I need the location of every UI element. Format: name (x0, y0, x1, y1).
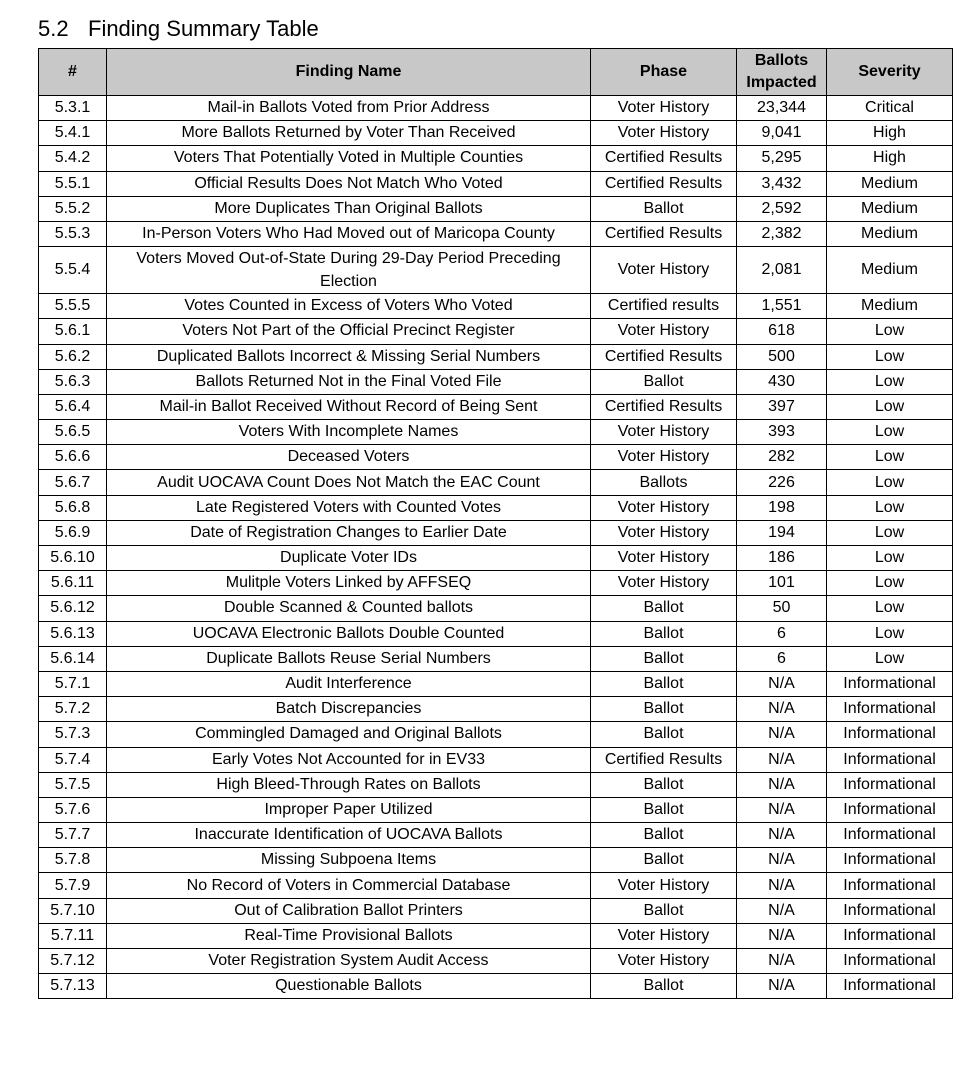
ballots-impacted-cell: 618 (737, 319, 827, 344)
finding-name-cell: Late Registered Voters with Counted Votes (107, 495, 591, 520)
ballots-impacted-cell: N/A (737, 697, 827, 722)
phase-cell: Voter History (591, 121, 737, 146)
finding-summary-table (38, 48, 953, 999)
finding-number-cell: 5.4.1 (39, 121, 107, 146)
finding-number-cell: 5.3.1 (39, 96, 107, 121)
severity-cell: Informational (827, 873, 953, 898)
ballots-impacted-cell: 500 (737, 344, 827, 369)
severity-cell: Informational (827, 671, 953, 696)
severity-cell: Medium (827, 196, 953, 221)
section-number: 5.2 (38, 16, 69, 41)
ballots-impacted-cell: N/A (737, 848, 827, 873)
phase-cell: Voter History (591, 319, 737, 344)
phase-cell: Ballot (591, 823, 737, 848)
finding-name-cell: No Record of Voters in Commercial Database (107, 873, 591, 898)
ballots-impacted-cell: 3,432 (737, 171, 827, 196)
phase-cell: Ballots (591, 470, 737, 495)
phase-cell: Voter History (591, 546, 737, 571)
finding-name-cell: Commingled Damaged and Original Ballots (107, 722, 591, 747)
finding-number-cell: 5.5.5 (39, 294, 107, 319)
finding-name-cell: Voter Registration System Audit Access (107, 949, 591, 974)
ballots-impacted-cell: 50 (737, 596, 827, 621)
severity-cell: Informational (827, 898, 953, 923)
table-row (39, 571, 953, 596)
finding-name-cell: UOCAVA Electronic Ballots Double Counted (107, 621, 591, 646)
table-row (39, 697, 953, 722)
finding-name-cell: Early Votes Not Accounted for in EV33 (107, 747, 591, 772)
finding-name-cell: Ballots Returned Not in the Final Voted File (107, 369, 591, 394)
column-header-phase: Phase (591, 49, 737, 96)
finding-number-cell: 5.4.2 (39, 146, 107, 171)
phase-cell: Voter History (591, 873, 737, 898)
column-header-finding-name: Finding Name (107, 49, 591, 96)
table-row (39, 221, 953, 246)
finding-name-cell: Audit Interference (107, 671, 591, 696)
table-row (39, 621, 953, 646)
finding-number-cell: 5.7.11 (39, 923, 107, 948)
table-row (39, 671, 953, 696)
finding-name-cell: Inaccurate Identification of UOCAVA Ballots (107, 823, 591, 848)
phase-cell: Certified results (591, 294, 737, 319)
finding-number-cell: 5.7.4 (39, 747, 107, 772)
finding-name-cell: Duplicated Ballots Incorrect & Missing Serial Numbers (107, 344, 591, 369)
severity-cell: Low (827, 520, 953, 545)
severity-cell: Low (827, 646, 953, 671)
table-row (39, 319, 953, 344)
finding-number-cell: 5.6.4 (39, 394, 107, 419)
phase-cell: Voter History (591, 96, 737, 121)
severity-cell: Medium (827, 221, 953, 246)
phase-cell: Voter History (591, 520, 737, 545)
finding-number-cell: 5.5.3 (39, 221, 107, 246)
severity-cell: Low (827, 596, 953, 621)
finding-number-cell: 5.7.5 (39, 772, 107, 797)
table-row (39, 520, 953, 545)
table-row (39, 196, 953, 221)
ballots-impacted-cell: N/A (737, 898, 827, 923)
finding-number-cell: 5.7.12 (39, 949, 107, 974)
finding-number-cell: 5.7.9 (39, 873, 107, 898)
ballots-impacted-cell: 2,592 (737, 196, 827, 221)
severity-cell: Informational (827, 722, 953, 747)
table-row (39, 394, 953, 419)
finding-number-cell: 5.7.2 (39, 697, 107, 722)
severity-cell: Informational (827, 747, 953, 772)
severity-cell: Informational (827, 772, 953, 797)
phase-cell: Ballot (591, 646, 737, 671)
ballots-impacted-cell: N/A (737, 873, 827, 898)
ballots-impacted-cell: N/A (737, 949, 827, 974)
finding-name-cell: Mail-in Ballot Received Without Record of Being Sent (107, 394, 591, 419)
table-row (39, 369, 953, 394)
severity-cell: Informational (827, 823, 953, 848)
phase-cell: Certified Results (591, 171, 737, 196)
phase-cell: Voter History (591, 247, 737, 294)
finding-name-cell: Batch Discrepancies (107, 697, 591, 722)
finding-name-cell: More Ballots Returned by Voter Than Received (107, 121, 591, 146)
ballots-impacted-cell: N/A (737, 797, 827, 822)
finding-number-cell: 5.6.2 (39, 344, 107, 369)
table-row (39, 722, 953, 747)
finding-number-cell: 5.5.2 (39, 196, 107, 221)
ballots-impacted-cell: N/A (737, 671, 827, 696)
ballots-impacted-cell: 2,382 (737, 221, 827, 246)
phase-cell: Ballot (591, 848, 737, 873)
severity-cell: Low (827, 546, 953, 571)
phase-cell: Ballot (591, 196, 737, 221)
table-row (39, 546, 953, 571)
phase-cell: Ballot (591, 974, 737, 999)
ballots-impacted-cell: N/A (737, 923, 827, 948)
phase-cell: Ballot (591, 772, 737, 797)
table-row (39, 596, 953, 621)
phase-cell: Voter History (591, 949, 737, 974)
phase-cell: Ballot (591, 697, 737, 722)
section-title: Finding Summary Table (88, 16, 319, 41)
severity-cell: Low (827, 319, 953, 344)
ballots-impacted-cell: 6 (737, 646, 827, 671)
table-row (39, 96, 953, 121)
phase-cell: Voter History (591, 495, 737, 520)
finding-name-cell: More Duplicates Than Original Ballots (107, 196, 591, 221)
ballots-impacted-cell: 186 (737, 546, 827, 571)
phase-cell: Ballot (591, 369, 737, 394)
finding-number-cell: 5.7.3 (39, 722, 107, 747)
table-row (39, 344, 953, 369)
finding-name-cell: Improper Paper Utilized (107, 797, 591, 822)
severity-cell: Low (827, 470, 953, 495)
phase-cell: Voter History (591, 445, 737, 470)
phase-cell: Ballot (591, 596, 737, 621)
table-row (39, 294, 953, 319)
ballots-impacted-cell: 198 (737, 495, 827, 520)
table-row (39, 646, 953, 671)
severity-cell: Medium (827, 294, 953, 319)
ballots-impacted-cell: N/A (737, 823, 827, 848)
finding-name-cell: Voters Not Part of the Official Precinct Register (107, 319, 591, 344)
phase-cell: Ballot (591, 797, 737, 822)
finding-number-cell: 5.7.13 (39, 974, 107, 999)
phase-cell: Certified Results (591, 221, 737, 246)
phase-cell: Voter History (591, 420, 737, 445)
severity-cell: Medium (827, 171, 953, 196)
finding-number-cell: 5.7.6 (39, 797, 107, 822)
severity-cell: High (827, 121, 953, 146)
finding-number-cell: 5.6.14 (39, 646, 107, 671)
phase-cell: Ballot (591, 898, 737, 923)
table-row (39, 772, 953, 797)
severity-cell: High (827, 146, 953, 171)
finding-number-cell: 5.7.1 (39, 671, 107, 696)
finding-name-cell: Duplicate Voter IDs (107, 546, 591, 571)
ballots-impacted-cell: N/A (737, 747, 827, 772)
severity-cell: Informational (827, 697, 953, 722)
table-row (39, 823, 953, 848)
finding-name-cell: Duplicate Ballots Reuse Serial Numbers (107, 646, 591, 671)
finding-name-cell: Votes Counted in Excess of Voters Who Voted (107, 294, 591, 319)
phase-cell: Certified Results (591, 394, 737, 419)
finding-number-cell: 5.6.12 (39, 596, 107, 621)
severity-cell: Medium (827, 247, 953, 294)
phase-cell: Ballot (591, 722, 737, 747)
phase-cell: Ballot (591, 671, 737, 696)
phase-cell: Certified Results (591, 146, 737, 171)
finding-number-cell: 5.6.7 (39, 470, 107, 495)
phase-cell: Ballot (591, 621, 737, 646)
ballots-impacted-cell: 226 (737, 470, 827, 495)
ballots-impacted-cell: 194 (737, 520, 827, 545)
column-header-ballots-impacted: Ballots Impacted (737, 49, 827, 96)
ballots-impacted-cell: 101 (737, 571, 827, 596)
table-row (39, 247, 953, 294)
table-row (39, 747, 953, 772)
table-body (39, 96, 953, 999)
finding-name-cell: In-Person Voters Who Had Moved out of Maricopa County (107, 221, 591, 246)
severity-cell: Informational (827, 923, 953, 948)
finding-number-cell: 5.6.3 (39, 369, 107, 394)
table-row (39, 470, 953, 495)
finding-name-cell: Missing Subpoena Items (107, 848, 591, 873)
table-row (39, 495, 953, 520)
finding-name-cell: Questionable Ballots (107, 974, 591, 999)
ballots-impacted-cell: 1,551 (737, 294, 827, 319)
table-row (39, 121, 953, 146)
table-row (39, 420, 953, 445)
finding-number-cell: 5.6.8 (39, 495, 107, 520)
ballots-impacted-cell: N/A (737, 974, 827, 999)
finding-number-cell: 5.6.10 (39, 546, 107, 571)
severity-cell: Informational (827, 797, 953, 822)
finding-name-cell: Mail-in Ballots Voted from Prior Address (107, 96, 591, 121)
finding-number-cell: 5.5.4 (39, 247, 107, 294)
table-row (39, 923, 953, 948)
finding-name-cell: Real-Time Provisional Ballots (107, 923, 591, 948)
finding-number-cell: 5.7.7 (39, 823, 107, 848)
section-heading (38, 16, 319, 42)
finding-name-cell: Voters With Incomplete Names (107, 420, 591, 445)
severity-cell: Low (827, 445, 953, 470)
ballots-impacted-cell: N/A (737, 772, 827, 797)
finding-name-cell: Out of Calibration Ballot Printers (107, 898, 591, 923)
severity-cell: Informational (827, 848, 953, 873)
finding-number-cell: 5.5.1 (39, 171, 107, 196)
ballots-impacted-cell: 282 (737, 445, 827, 470)
severity-cell: Informational (827, 949, 953, 974)
table-row (39, 898, 953, 923)
finding-number-cell: 5.6.13 (39, 621, 107, 646)
table-row (39, 171, 953, 196)
finding-name-cell: Audit UOCAVA Count Does Not Match the EAC Count (107, 470, 591, 495)
column-header-number: # (39, 49, 107, 96)
finding-name-cell: Double Scanned & Counted ballots (107, 596, 591, 621)
phase-cell: Voter History (591, 923, 737, 948)
severity-cell: Low (827, 571, 953, 596)
ballots-impacted-cell: 393 (737, 420, 827, 445)
severity-cell: Critical (827, 96, 953, 121)
finding-name-cell: Mulitple Voters Linked by AFFSEQ (107, 571, 591, 596)
severity-cell: Low (827, 369, 953, 394)
finding-name-cell: High Bleed-Through Rates on Ballots (107, 772, 591, 797)
table-row (39, 146, 953, 171)
table-row (39, 848, 953, 873)
ballots-impacted-cell: N/A (737, 722, 827, 747)
finding-number-cell: 5.6.5 (39, 420, 107, 445)
finding-number-cell: 5.6.11 (39, 571, 107, 596)
finding-name-cell: Official Results Does Not Match Who Voted (107, 171, 591, 196)
finding-number-cell: 5.6.1 (39, 319, 107, 344)
finding-number-cell: 5.6.9 (39, 520, 107, 545)
finding-number-cell: 5.7.8 (39, 848, 107, 873)
severity-cell: Low (827, 495, 953, 520)
severity-cell: Low (827, 394, 953, 419)
finding-number-cell: 5.6.6 (39, 445, 107, 470)
finding-number-cell: 5.7.10 (39, 898, 107, 923)
ballots-impacted-cell: 23,344 (737, 96, 827, 121)
ballots-impacted-cell: 397 (737, 394, 827, 419)
ballots-impacted-cell: 2,081 (737, 247, 827, 294)
table-header-row (39, 49, 953, 96)
severity-cell: Low (827, 344, 953, 369)
finding-name-cell: Date of Registration Changes to Earlier Date (107, 520, 591, 545)
column-header-severity: Severity (827, 49, 953, 96)
finding-name-cell: Deceased Voters (107, 445, 591, 470)
phase-cell: Voter History (591, 571, 737, 596)
table-row (39, 445, 953, 470)
ballots-impacted-cell: 6 (737, 621, 827, 646)
finding-name-cell: Voters That Potentially Voted in Multiple Counties (107, 146, 591, 171)
phase-cell: Certified Results (591, 747, 737, 772)
ballots-impacted-cell: 430 (737, 369, 827, 394)
phase-cell: Certified Results (591, 344, 737, 369)
severity-cell: Informational (827, 974, 953, 999)
table-row (39, 949, 953, 974)
severity-cell: Low (827, 621, 953, 646)
ballots-impacted-cell: 9,041 (737, 121, 827, 146)
severity-cell: Low (827, 420, 953, 445)
ballots-impacted-cell: 5,295 (737, 146, 827, 171)
table-row (39, 797, 953, 822)
table-row (39, 974, 953, 999)
finding-name-cell: Voters Moved Out-of-State During 29-Day Period Preceding Election (107, 247, 591, 294)
table-row (39, 873, 953, 898)
